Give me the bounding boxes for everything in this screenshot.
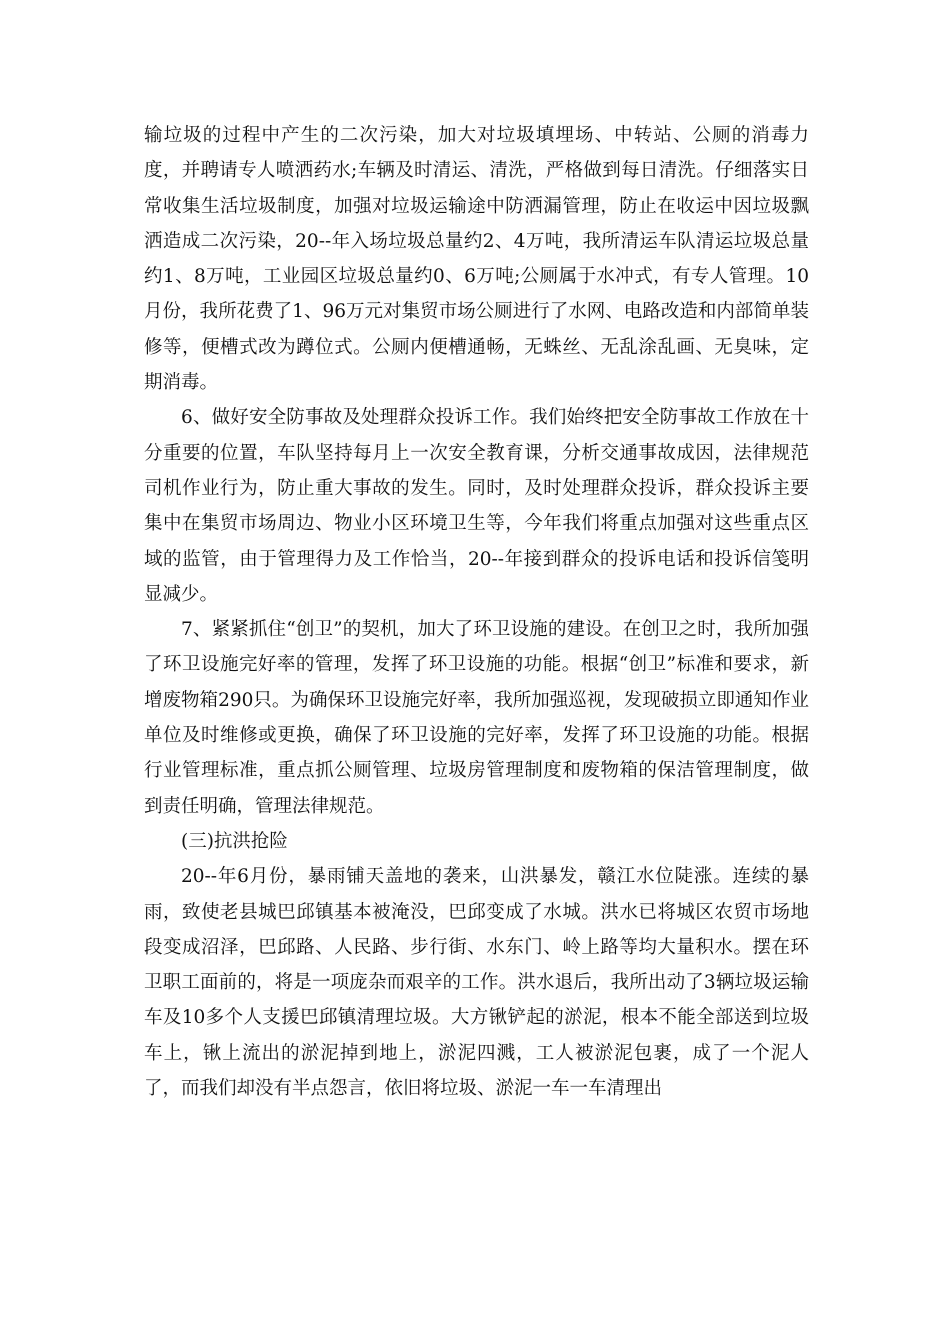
paragraph-sanitation-continued: 输垃圾的过程中产生的二次污染，加大对垃圾填埋场、中转站、公厕的消毒力度，并聘请专人喷洒药水;车辆及时清运、清洗，严格做到每日清洗。仔细落实日常收集生活垃圾制度，加强对垃圾运输途中防洒漏管理，防止在收运中因垃圾飘洒造成二次污染，20--年入场垃圾总量约2、4万吨，我所清运车队清运垃圾总量约1、8万吨，工业园区垃圾总量约0、6万吨;公厕属于水冲式，有专人管理。10月份，我所花费了1、96万元对集贸市场公厕进行了水网、电路改造和内部简单装修等，便槽式改为蹲位式。公厕内便槽通畅，无蛛丝、无乱涂乱画、无臭味，定期消毒。 (144, 125, 809, 394)
paragraph-safety-complaints: 6、做好安全防事故及处理群众投诉工作。我们始终把安全防事故工作放在十分重要的位置，车队坚持每月上一次安全教育课，分析交通事故成因，法律规范司机作业行为，防止重大事故的发生。同时，及时处理群众投诉，群众投诉主要集中在集贸市场周边、物业小区环境卫生等，今年我们将重点加强对这些重点区域的监管，由于管理得力及工作恰当，20--年接到群众的投诉电话和投诉信笺明显减少。 (144, 407, 809, 605)
document-page (144, 118, 809, 1106)
section-heading-flood-relief: (三)抗洪抢险 (181, 830, 288, 852)
paragraph-sanitation-facilities: 7、紧紧抓住“创卫”的契机，加大了环卫设施的建设。在创卫之时，我所加强了环卫设施完好率的管理，发挥了环卫设施的功能。根据“创卫”标准和要求，新增废物箱290只。为确保环卫设施完好率，我所加强巡视，发现破损立即通知作业单位及时维修或更换，确保了环卫设施的完好率，发挥了环卫设施的功能。根据行业管理标准，重点抓公厕管理、垃圾房管理制度和废物箱的保洁管理制度，做到责任明确，管理法律规范。 (144, 619, 809, 817)
paragraph-flood-relief: 20--年6月份，暴雨铺天盖地的袭来，山洪暴发，赣江水位陡涨。连续的暴雨，致使老县城巴邱镇基本被淹没，巴邱变成了水城。洪水已将城区农贸市场地段变成沼泽，巴邱路、人民路、步行街、水东门、岭上路等均大量积水。摆在环卫职工面前的，将是一项庞杂而艰辛的工作。洪水退后，我所出动了3辆垃圾运输车及10多个人支援巴邱镇清理垃圾。大方锹铲起的淤泥，根本不能全部送到垃圾车上，锹上流出的淤泥掉到地上，淤泥四溅，工人被淤泥包裹，成了一个泥人了，而我们却没有半点怨言，依旧将垃圾、淤泥一车一车清理出 (144, 866, 809, 1100)
